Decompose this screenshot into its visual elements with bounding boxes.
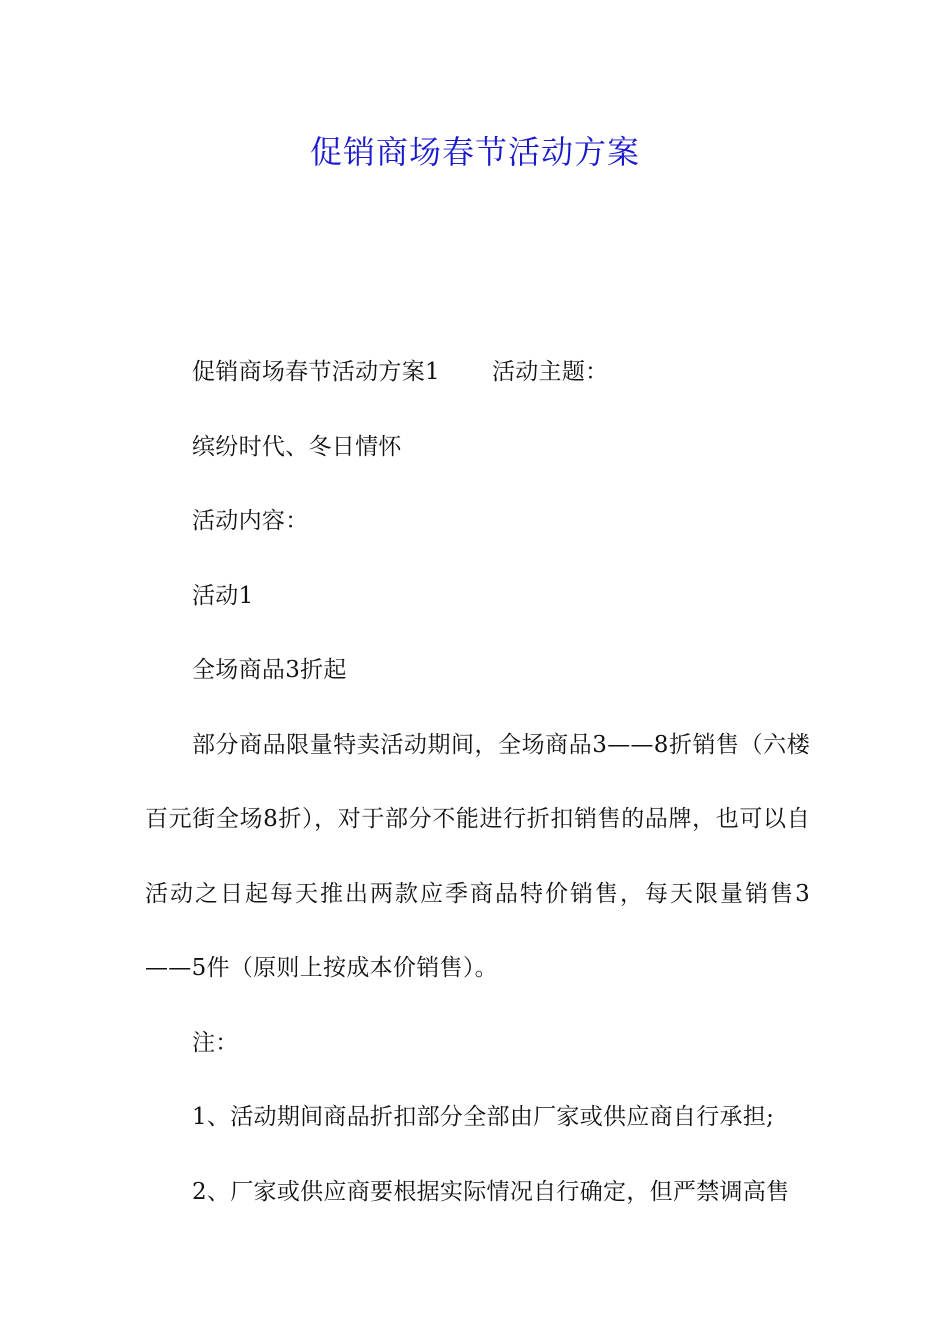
paragraph-theme: 缤纷时代、冬日情怀 xyxy=(192,433,402,460)
paragraph-discount: 全场商品3折起 xyxy=(192,657,347,683)
paragraph-note-1: 1、活动期间商品折扣部分全部由厂家或供应商自行承担; xyxy=(192,1104,775,1130)
paragraph-activity-1: 活动1 xyxy=(192,582,254,609)
paragraph-content-label: 活动内容： xyxy=(192,508,309,534)
document-body xyxy=(145,335,810,1229)
heading-line xyxy=(145,335,810,410)
plan-heading: 促销商场春节活动方案1 xyxy=(192,359,440,385)
document-title: 促销商场春节活动方案 xyxy=(309,133,640,171)
paragraph-note-2: 2、厂家或供应商要根据实际情况自行确定，但严禁调高售 xyxy=(192,1178,790,1205)
paragraph-description: 部分商品限量特卖活动期间，全场商品3——8折销售（六楼百元街全场8折），对于部分不能进行折扣销售的品牌，也可以自活动之日起每天推出两款应季商品特价销售，每天限量销售3——5件（原则上按成本价销售）。 xyxy=(145,731,810,981)
paragraph-note-label: 注： xyxy=(192,1029,239,1056)
theme-label: 活动主题： xyxy=(491,359,609,385)
